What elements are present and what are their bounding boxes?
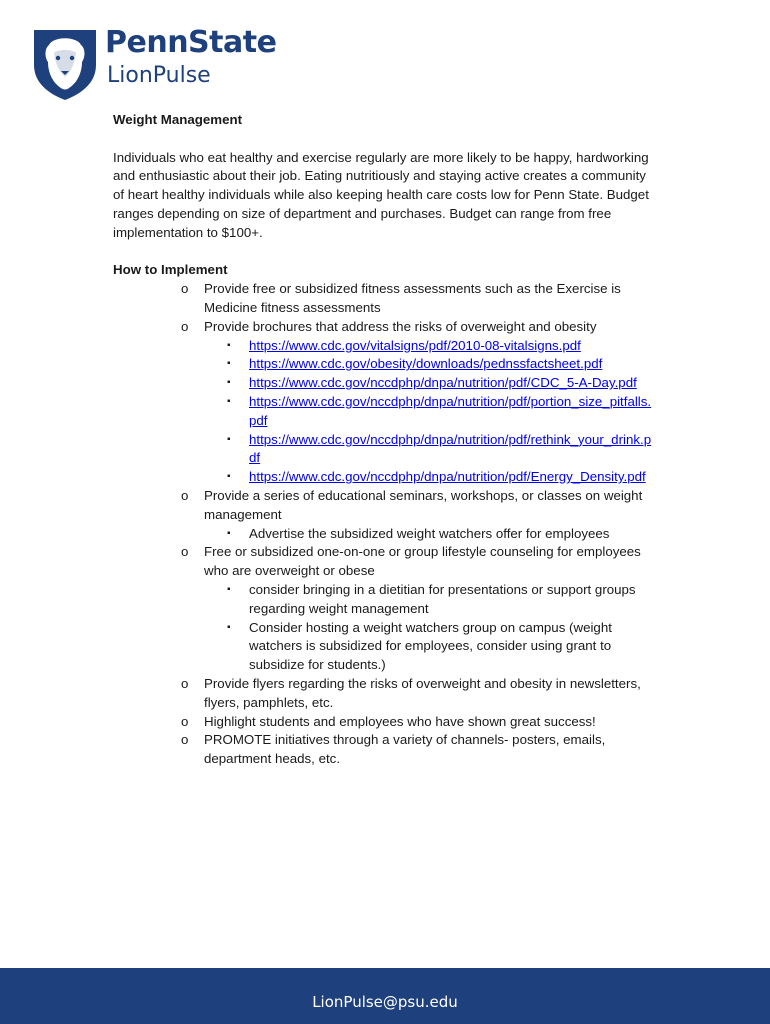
circle-bullet-icon: o [181, 281, 189, 297]
sub-list-item [204, 468, 658, 487]
sub-list [113, 525, 658, 544]
document-title: Weight Management [113, 112, 243, 127]
circle-bullet-icon: o [181, 487, 189, 503]
list-item [113, 487, 658, 543]
pdf-link[interactable]: https://www.cdc.gov/nccdphp/dnpa/nutrition/pdf/CDC_5-A-Day.pdf [249, 375, 637, 391]
list-item [113, 543, 658, 675]
square-bullet-icon: ▪ [227, 621, 231, 633]
sub-list-item-text: Advertise the subsidized weight watchers offer for employees [249, 525, 610, 541]
pdf-link[interactable]: https://www.cdc.gov/nccdphp/dnpa/nutrition/pdf/rethink_your_drink.pdf [249, 431, 652, 466]
list-item [113, 731, 658, 769]
list-item-text: Provide brochures that address the risks of overweight and obesity [204, 318, 597, 334]
nittany-lion-shield-icon [32, 27, 98, 101]
sub-list [113, 581, 658, 675]
list-item-text: Provide a series of educational seminars, workshops, or classes on weight management [204, 487, 643, 522]
list-item [113, 280, 658, 318]
sub-list-item [204, 431, 658, 469]
sub-list-item [204, 355, 658, 374]
circle-bullet-icon: o [181, 713, 189, 729]
circle-bullet-icon: o [181, 318, 189, 334]
how-to-heading: How to Implement [113, 262, 228, 278]
footer-email[interactable]: LionPulse@psu.edu [312, 993, 458, 1011]
sub-list-item [204, 619, 658, 675]
list-item [113, 675, 658, 713]
brand-subname: LionPulse [107, 63, 211, 88]
sub-list [113, 337, 658, 487]
sub-list-item [204, 337, 658, 356]
square-bullet-icon: ▪ [227, 339, 231, 351]
list-item-text: Free or subsidized one-on-one or group lifestyle counseling for employees who are overweight or obese [204, 544, 641, 579]
sub-list-item-text: consider bringing in a dietitian for presentations or support groups regarding weight management [249, 581, 636, 616]
square-bullet-icon: ▪ [227, 395, 231, 407]
circle-bullet-icon: o [181, 675, 189, 691]
document-body [113, 111, 658, 769]
sub-list-item-text: Consider hosting a weight watchers group on campus (weight watchers is subsidized for employees, consider using grant to subsidize for students.) [249, 619, 612, 673]
pdf-link[interactable]: https://www.cdc.gov/obesity/downloads/pednssfactsheet.pdf [249, 356, 603, 372]
circle-bullet-icon: o [181, 732, 189, 748]
list-item [113, 713, 658, 732]
square-bullet-icon: ▪ [227, 433, 231, 445]
sub-list-item [204, 581, 658, 619]
intro-paragraph: Individuals who eat healthy and exercise regularly are more likely to be happy, hardworking and enthusiastic about their job. Eating nutritiously and staying active creates a community of heart healthy individuals while also keeping health care costs low for Penn State. Budget ranges depending on size of department and purchases. Budget can range from free implementation to $100+. [113, 149, 649, 240]
implementation-list [113, 280, 658, 769]
square-bullet-icon: ▪ [227, 471, 231, 483]
pdf-link[interactable]: https://www.cdc.gov/vitalsigns/pdf/2010-08-vitalsigns.pdf [249, 337, 581, 353]
pdf-link[interactable]: https://www.cdc.gov/nccdphp/dnpa/nutrition/pdf/Energy_Density.pdf [249, 469, 646, 485]
square-bullet-icon: ▪ [227, 583, 231, 595]
sub-list-item [204, 525, 658, 544]
sub-list-item [204, 374, 658, 393]
sub-list-item [204, 393, 658, 431]
footer-bar [0, 968, 770, 1024]
list-item-text: Provide free or subsidized fitness assessments such as the Exercise is Medicine fitness assessments [204, 281, 621, 315]
list-item-text: PROMOTE initiatives through a variety of channels- posters, emails, department heads, etc. [204, 732, 606, 767]
pdf-link[interactable]: https://www.cdc.gov/nccdphp/dnpa/nutrition/pdf/portion_size_pitfalls.pdf [249, 393, 652, 428]
square-bullet-icon: ▪ [227, 527, 231, 539]
brand-name: PennState [105, 25, 277, 60]
list-item [113, 318, 658, 487]
list-item-text: Highlight students and employees who have shown great success! [204, 713, 596, 729]
pennstate-lionpulse-logo [32, 25, 277, 103]
square-bullet-icon: ▪ [227, 358, 231, 370]
list-item-text: Provide flyers regarding the risks of overweight and obesity in newsletters, flyers, pamphlets, etc. [204, 675, 641, 710]
square-bullet-icon: ▪ [227, 377, 231, 389]
circle-bullet-icon: o [181, 544, 189, 560]
